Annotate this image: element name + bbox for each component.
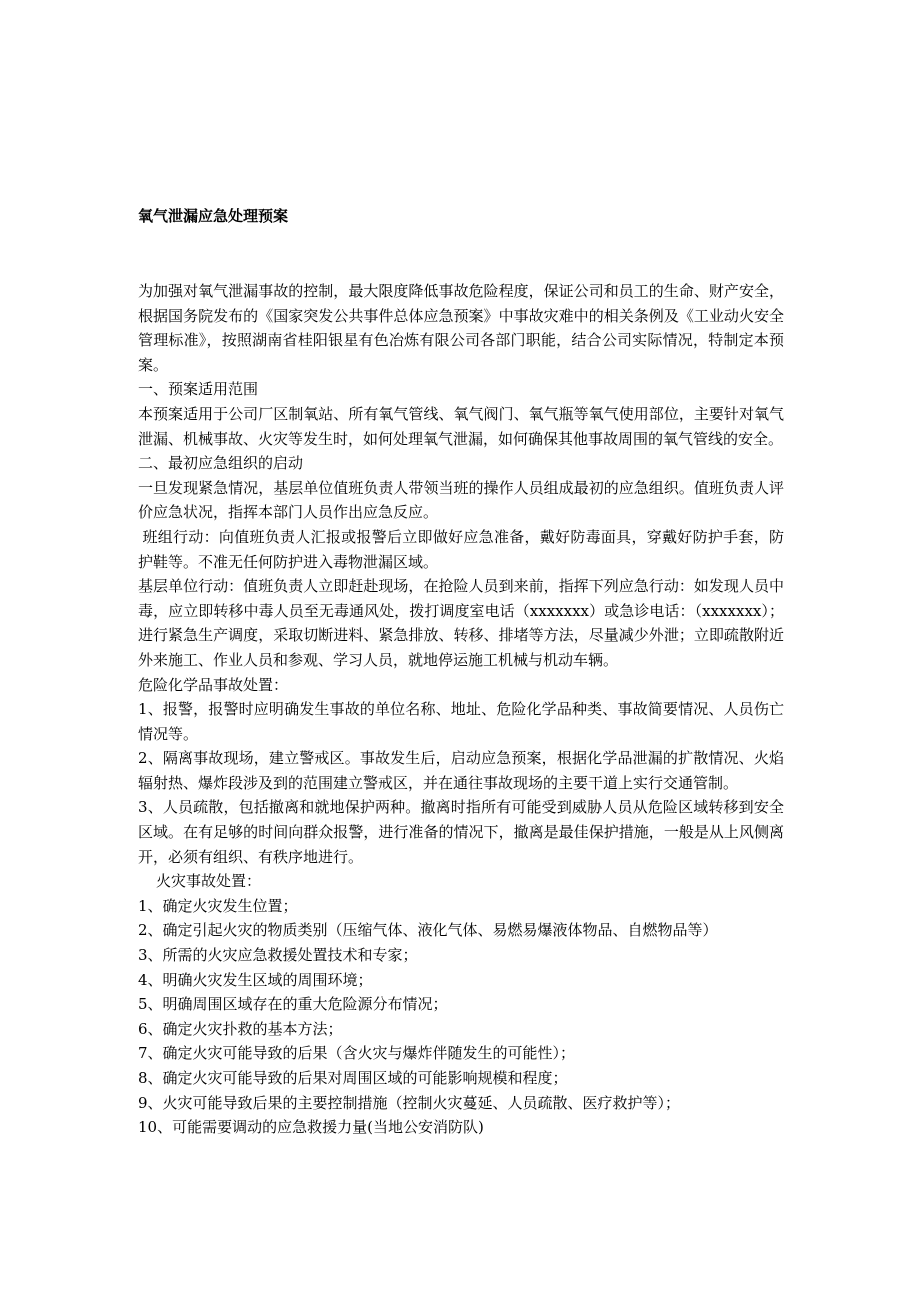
fire-item: 10、可能需要调动的应急救援力量(当地公安消防队) (138, 1118, 484, 1137)
startup-paragraph: 一旦发现紧急情况，基层单位值班负责人带领当班的操作人员组成最初的应急组织。值班负责人评价应急状况，指挥本部门人员作出应急反应。 (138, 478, 784, 522)
fire-heading: 火灾事故处置： (156, 872, 262, 891)
fire-item: 2、确定引起火灾的物质类别（压缩气体、液化气体、易燃易爆液体物品、自燃物品等） (138, 921, 718, 940)
hazmat-item: 3、人员疏散，包括撤离和就地保护两种。撤离时指所有可能受到威胁人员从危险区域转移到安全区域。在有足够的时间向群众报警，进行准备的情况下，撤离是最佳保护措施，一般是从上风侧离开，必须有组织、有秩序地进行。 (138, 798, 784, 866)
team-action-paragraph: 班组行动：向值班负责人汇报或报警后立即做好应急准备，戴好防毒面具，穿戴好防护手套，防护鞋等。不准无任何防护进入毒物泄漏区域。 (138, 527, 784, 571)
fire-item: 1、确定火灾发生位置； (138, 896, 298, 915)
unit-action-paragraph: 基层单位行动：值班负责人立即赶赴现场，在抢险人员到来前，指挥下列应急行动：如发现人员中毒，应立即转移中毒人员至无毒通风处，拨打调度室电话（xxxxxxx）或急诊电话：（xxxxxxx）；进行紧急生产调度，采取切断进料、紧急排放、转移、排堵等方法，尽量减少外泄；立即疏散附近外来施工、作业人员和参观、学习人员，就地停运施工机械与机动车辆。 (138, 577, 784, 669)
section-heading-scope: 一、预案适用范围 (138, 380, 259, 399)
fire-item: 9、火灾可能导致后果的主要控制措施（控制火灾蔓延、人员疏散、医疗救护等）； (138, 1093, 681, 1112)
fire-item: 4、明确火灾发生区域的周围环境； (138, 970, 373, 989)
hazmat-item: 2、隔离事故现场，建立警戒区。事故发生后，启动应急预案，根据化学品泄漏的扩散情况、火焰辐射热、爆炸段涉及到的范围建立警戒区，并在通往事故现场的主要干道上实行交通管制。 (138, 749, 784, 792)
document-title: 氧气泄漏应急处理预案 (138, 207, 289, 225)
intro-paragraph: 为加强对氧气泄漏事故的控制，最大限度降低事故危险程度，保证公司和员工的生命、财产安全，根据国务院发布的《国家突发公共事件总体应急预案》中事故灾难中的相关条例及《工业动火安全管理标准》，按照湖南省桂阳银星有色冶炼有限公司各部门职能，结合公司实际情况，特制定本预案。 (138, 282, 784, 374)
scope-paragraph: 本预案适用于公司厂区制氧站、所有氧气管线、氧气阀门、氧气瓶等氧气使用部位，主要针对氧气泄漏、机械事故、火灾等发生时，如何处理氧气泄漏，如何确保其他事故周围的氧气管线的安全。 (138, 404, 784, 448)
hazmat-item: 1、报警，报警时应明确发生事故的单位名称、地址、危险化学品种类、事故简要情况、人员伤亡情况等。 (138, 700, 784, 743)
fire-item: 8、确定火灾可能导致的后果对周围区域的可能影响规模和程度； (138, 1069, 568, 1087)
fire-item: 5、明确周围区域存在的重大危险源分布情况； (138, 995, 448, 1014)
section-heading-startup: 二、最初应急组织的启动 (138, 454, 304, 473)
hazmat-heading: 危险化学品事故处置： (138, 675, 289, 694)
fire-item: 6、确定火灾扑救的基本方法； (138, 1019, 343, 1038)
fire-item: 3、所需的火灾应急救援处置技术和专家； (138, 946, 418, 965)
fire-item: 7、确定火灾可能导致的后果（含火灾与爆炸伴随发生的可能性）； (138, 1044, 576, 1063)
document-body (138, 279, 784, 1140)
